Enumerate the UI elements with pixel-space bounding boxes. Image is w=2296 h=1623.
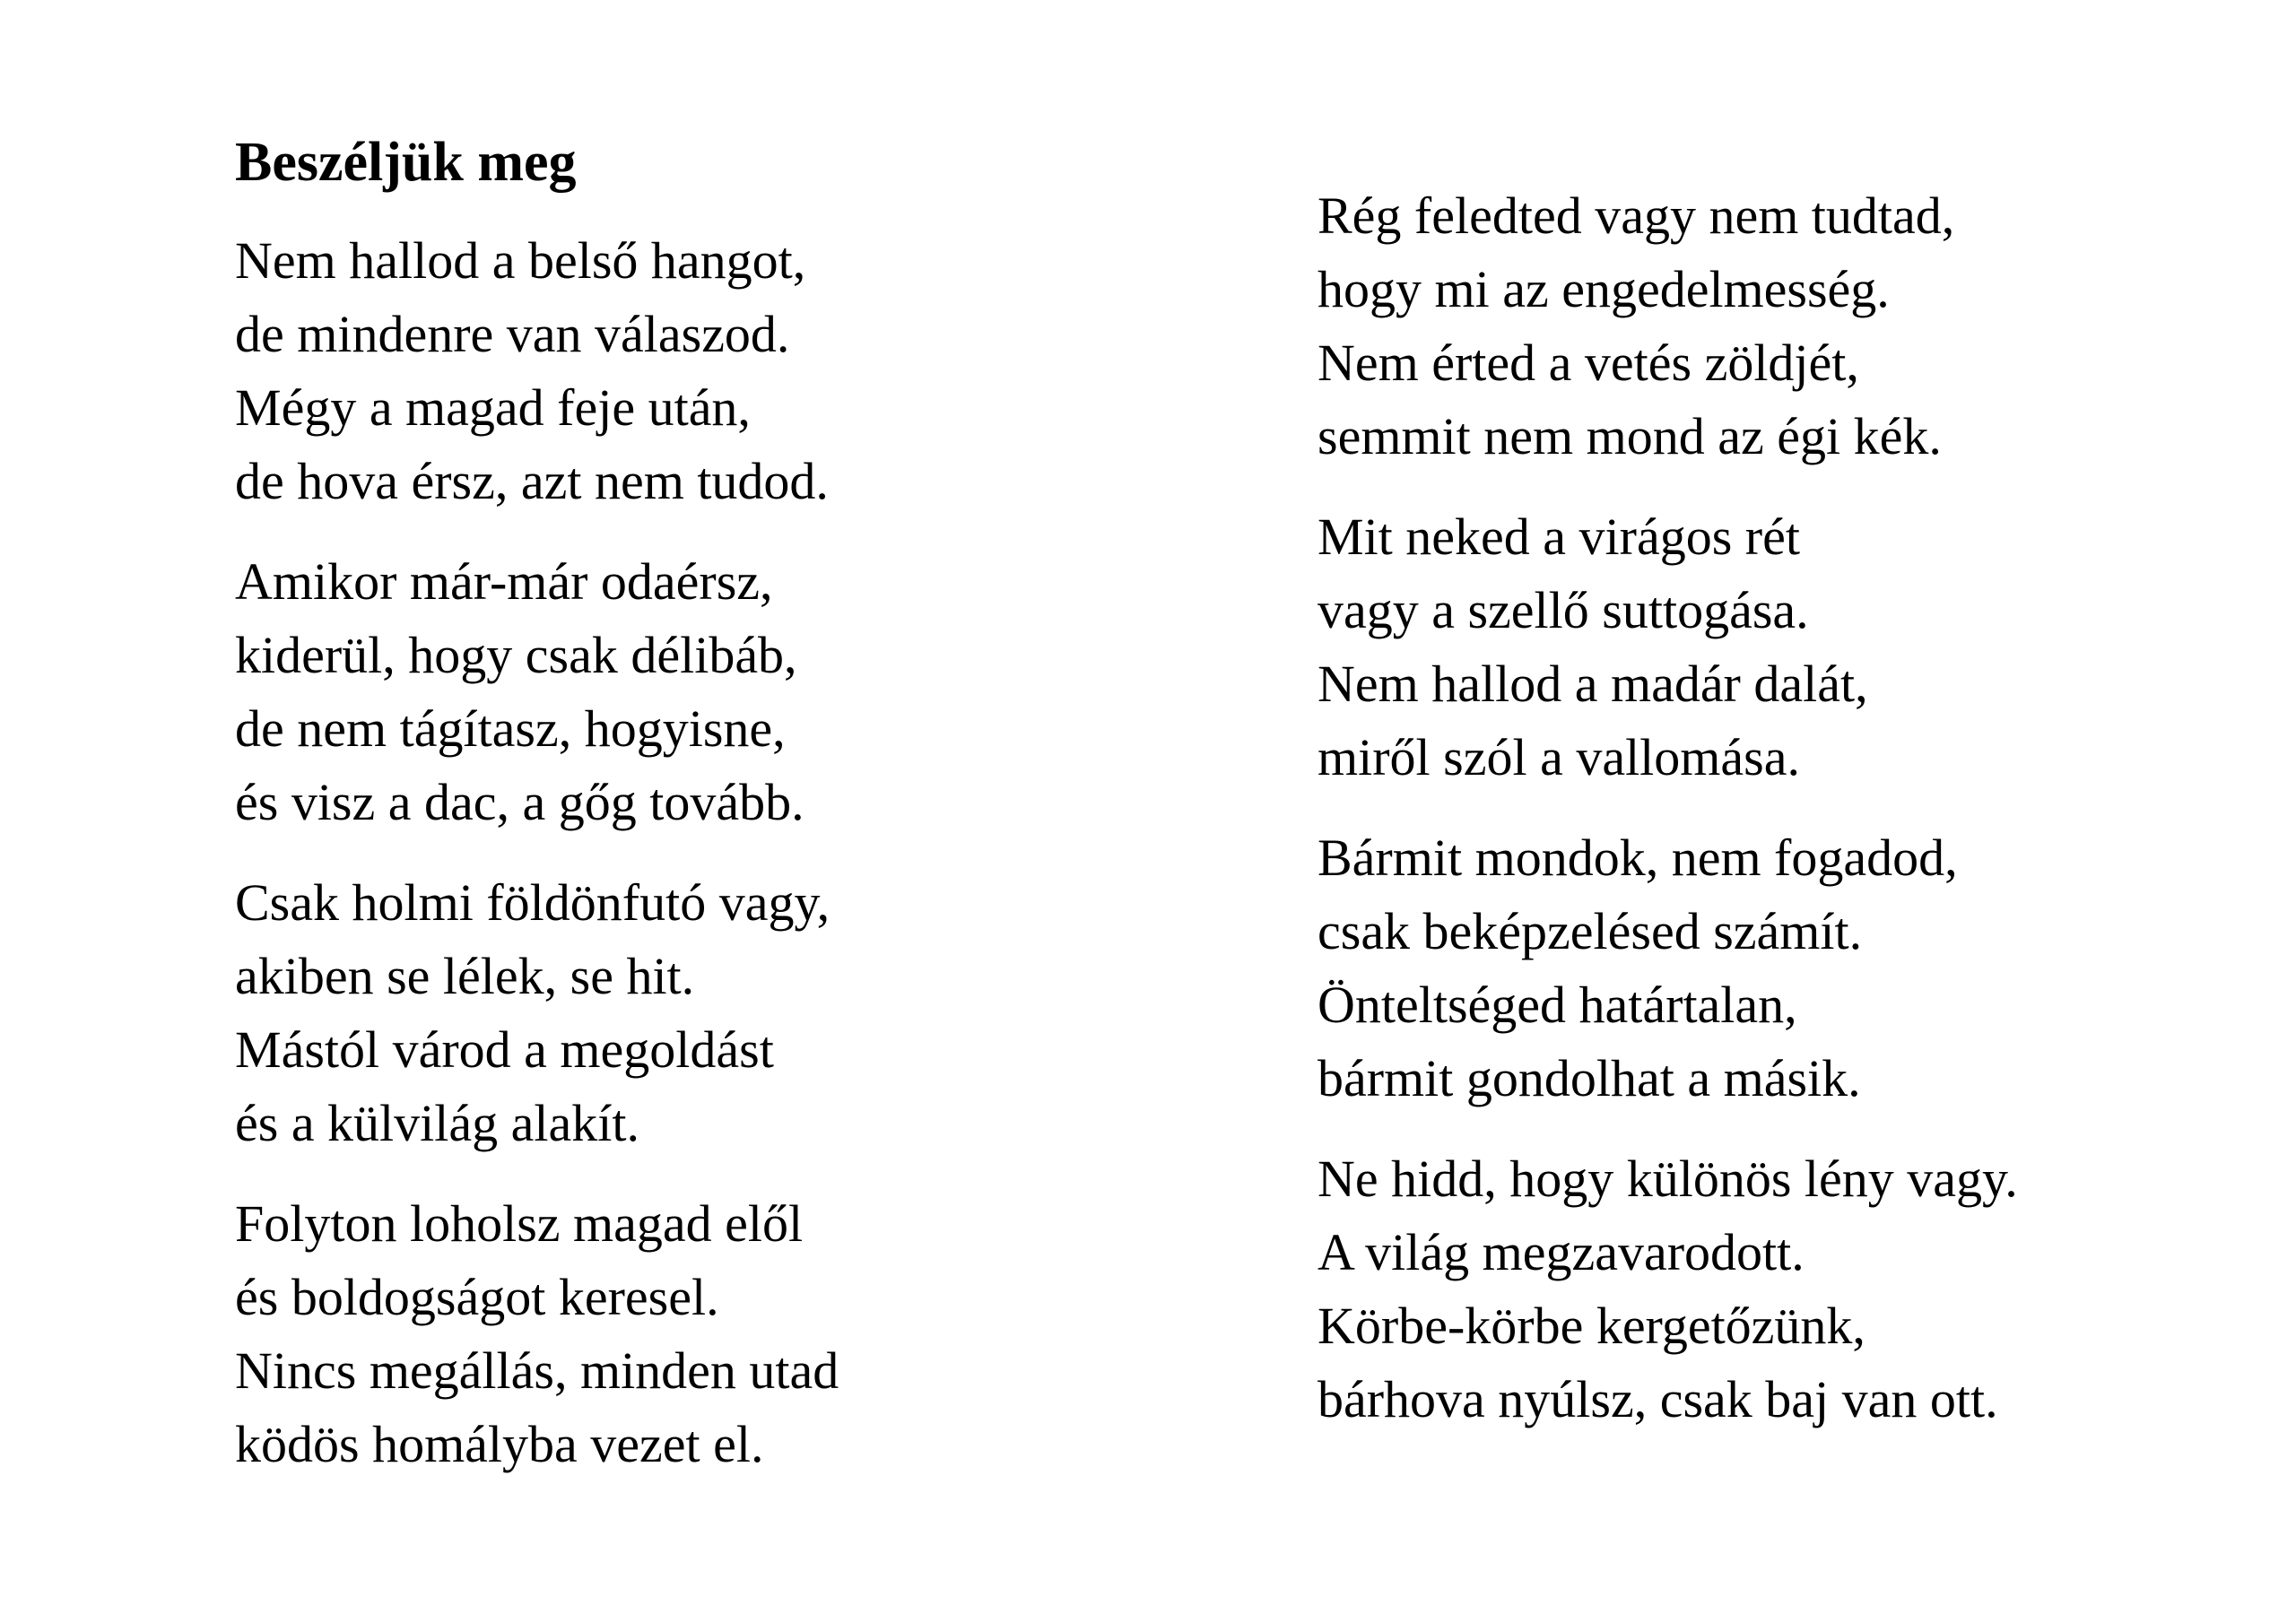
poem-line: miről szól a vallomása. (1318, 728, 1800, 786)
poem-line: és a külvilág alakít. (235, 1094, 639, 1152)
stanza (1318, 1142, 2214, 1436)
poem-line: Ne hidd, hogy különös lény vagy. (1318, 1150, 2018, 1208)
poem-line: de hova érsz, azt nem tudod. (235, 452, 829, 510)
stanza (235, 224, 1096, 518)
poem-line: Bármit mondok, nem fogadod, (1318, 829, 1958, 887)
poem-line: Nincs megállás, minden utad (235, 1341, 839, 1400)
left-column (235, 126, 1096, 1508)
poem-line: Folyton loholsz magad elől (235, 1194, 804, 1253)
stanza (235, 545, 1096, 839)
poem-line: és boldogságot keresel. (235, 1268, 719, 1326)
poem-line: Mástól várod a megoldást (235, 1020, 774, 1079)
poem-line: hogy mi az engedelmesség. (1318, 260, 1890, 318)
poem-title: Beszéljük meg (235, 132, 577, 193)
poem-line: csak beképzelésed számít. (1318, 902, 1863, 960)
poem-line: Nem hallod a belső hangot, (235, 231, 806, 290)
poem-line: Körbe-körbe kergetőzünk, (1318, 1297, 1866, 1355)
stanza (235, 1187, 1096, 1481)
poem-line: Mit neked a virágos rét (1318, 508, 1800, 566)
poem-line: Rég feledted vagy nem tudtad, (1318, 187, 1955, 245)
poem-line: Nem érted a vetés zöldjét, (1318, 334, 1859, 392)
poem-line: akiben se lélek, se hit. (235, 947, 695, 1005)
poem-line: bárhova nyúlsz, csak baj van ott. (1318, 1370, 1998, 1428)
stanza (1318, 500, 2214, 794)
poem-line: Nem hallod a madár dalát, (1318, 655, 1868, 713)
stanza (235, 866, 1096, 1160)
poem-line: kiderül, hogy csak délibáb, (235, 626, 797, 684)
stanza (1318, 179, 2214, 473)
poem-line: Mégy a magad feje után, (235, 378, 751, 437)
poem-line: de mindenre van válaszod. (235, 305, 790, 363)
poem-line: Csak holmi földönfutó vagy, (235, 873, 831, 932)
poem-line: ködös homályba vezet el. (235, 1415, 764, 1473)
right-column (1318, 179, 2214, 1463)
poem-line: bármit gondolhat a másik. (1318, 1049, 1861, 1107)
poem-line: semmit nem mond az égi kék. (1318, 407, 1942, 465)
poem-line: Amikor már-már odaérsz, (235, 552, 773, 611)
poem-line: de nem tágítasz, hogyisne, (235, 699, 786, 758)
poem-line: és visz a dac, a gőg tovább. (235, 773, 804, 831)
stanza (1318, 821, 2214, 1115)
poem-line: A világ megzavarodott. (1318, 1223, 1805, 1281)
poem-line: Önteltséged határtalan, (1318, 976, 1797, 1034)
poem-line: vagy a szellő suttogása. (1318, 581, 1809, 639)
